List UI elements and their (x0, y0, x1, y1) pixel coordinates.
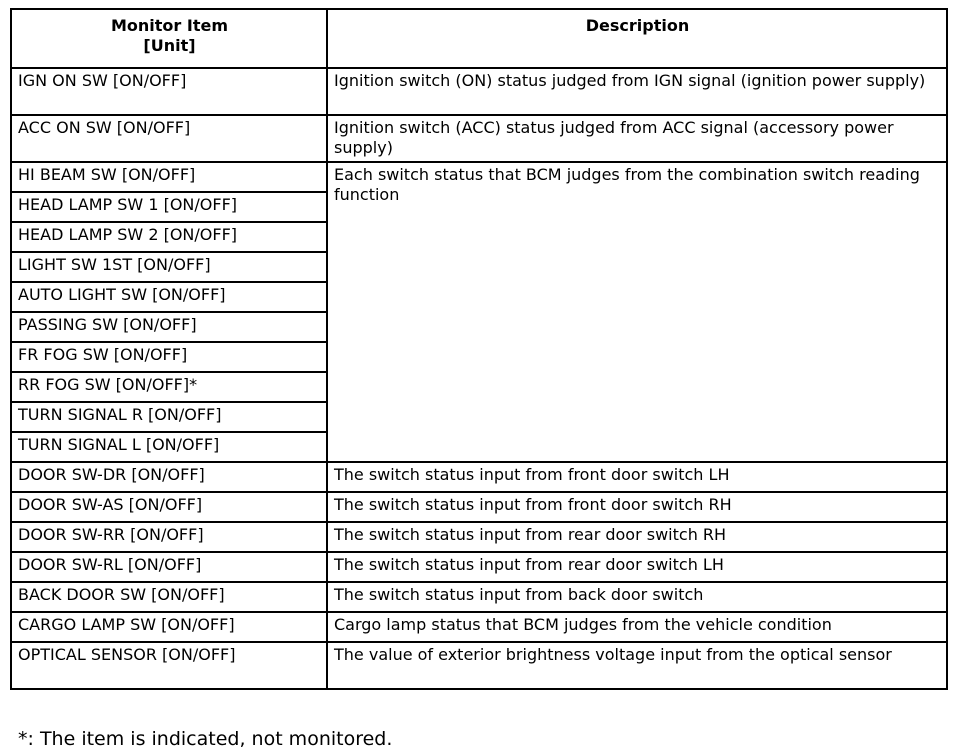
table-row (11, 522, 947, 552)
monitor-item-cell: OPTICAL SENSOR [ON/OFF] (11, 642, 327, 689)
monitor-item-cell: RR FOG SW [ON/OFF]* (11, 372, 327, 402)
monitor-item-cell: PASSING SW [ON/OFF] (11, 312, 327, 342)
monitor-item-cell: BACK DOOR SW [ON/OFF] (11, 582, 327, 612)
monitor-item-cell: LIGHT SW 1ST [ON/OFF] (11, 252, 327, 282)
monitor-item-cell: TURN SIGNAL R [ON/OFF] (11, 402, 327, 432)
header-unit-label: [Unit] (143, 36, 196, 55)
monitor-item-cell: DOOR SW-AS [ON/OFF] (11, 492, 327, 522)
monitor-item-cell: ACC ON SW [ON/OFF] (11, 115, 327, 162)
table-row (11, 612, 947, 642)
monitor-item-cell: FR FOG SW [ON/OFF] (11, 342, 327, 372)
monitor-item-cell: HEAD LAMP SW 1 [ON/OFF] (11, 192, 327, 222)
table-row (11, 68, 947, 115)
monitor-item-cell: HEAD LAMP SW 2 [ON/OFF] (11, 222, 327, 252)
monitor-item-cell: CARGO LAMP SW [ON/OFF] (11, 612, 327, 642)
monitor-item-cell: DOOR SW-RR [ON/OFF] (11, 522, 327, 552)
description-cell: The switch status input from rear door switch LH (327, 552, 947, 582)
table-row (11, 492, 947, 522)
monitor-item-cell: IGN ON SW [ON/OFF] (11, 68, 327, 115)
table-row (11, 115, 947, 162)
table-row (11, 552, 947, 582)
header-description: Description (327, 9, 947, 68)
footnote: *: The item is indicated, not monitored. (18, 728, 393, 750)
monitor-item-cell: AUTO LIGHT SW [ON/OFF] (11, 282, 327, 312)
description-cell-combination-switch: Each switch status that BCM judges from the combination switch reading function (327, 162, 947, 462)
monitor-table (10, 8, 948, 690)
header-monitor-item-label: Monitor Item (110, 16, 228, 35)
monitor-item-cell: DOOR SW-RL [ON/OFF] (11, 552, 327, 582)
monitor-item-cell: HI BEAM SW [ON/OFF] (11, 162, 327, 192)
description-cell: Cargo lamp status that BCM judges from the vehicle condition (327, 612, 947, 642)
table-row (11, 162, 947, 192)
description-cell: The switch status input from front door switch RH (327, 492, 947, 522)
monitor-item-cell: DOOR SW-DR [ON/OFF] (11, 462, 327, 492)
table-row (11, 582, 947, 612)
header-monitor-item (11, 9, 327, 68)
table-header-row (11, 9, 947, 68)
description-cell: Ignition switch (ON) status judged from IGN signal (ignition power supply) (327, 68, 947, 115)
table-row (11, 642, 947, 689)
description-cell: The switch status input from back door switch (327, 582, 947, 612)
monitor-item-cell: TURN SIGNAL L [ON/OFF] (11, 432, 327, 462)
table-row (11, 462, 947, 492)
monitor-table-container (10, 8, 948, 690)
description-cell: Ignition switch (ACC) status judged from ACC signal (accessory power supply) (327, 115, 947, 162)
description-cell: The switch status input from rear door switch RH (327, 522, 947, 552)
description-cell: The switch status input from front door switch LH (327, 462, 947, 492)
description-cell: The value of exterior brightness voltage input from the optical sensor (327, 642, 947, 689)
